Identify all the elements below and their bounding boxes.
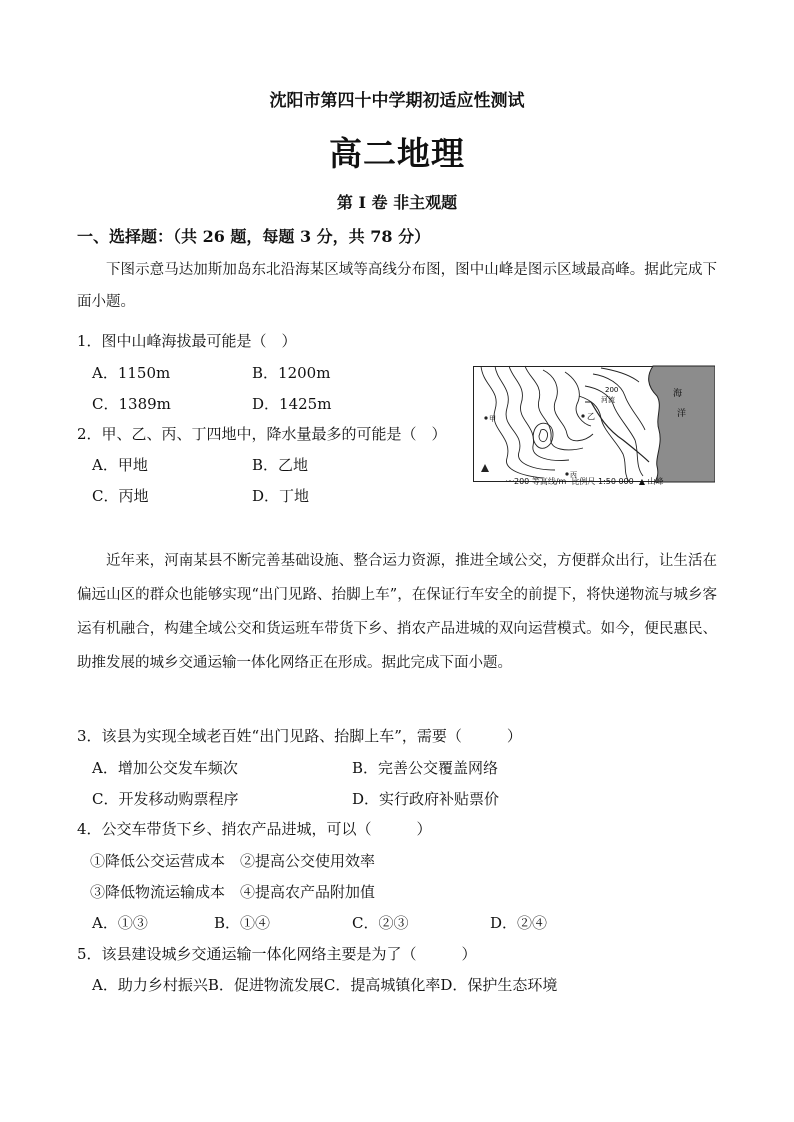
subject-title: 高二地理 <box>329 134 465 173</box>
river-label: 河流 <box>601 396 615 404</box>
question-1-option-c[interactable]: C．1389m <box>92 395 171 413</box>
passage-1: 下图示意马达加斯加岛东北沿海某区域等高线分布图，图中山峰是图示区域最高峰。据此完成下面小题。 <box>77 262 717 310</box>
contour-legend-label: 等高线/m <box>531 477 567 486</box>
map-legend <box>506 476 664 487</box>
point-bing-label: 丙 <box>570 471 577 479</box>
question-2-option-b[interactable]: B．乙地 <box>252 456 309 474</box>
question-1-option-b[interactable]: B．1200m <box>252 364 331 382</box>
question-4-items-1: ①降低公交运营成本 ②提高公交使用效率 <box>90 852 376 870</box>
ocean-area <box>649 366 715 482</box>
point-yi-label: 乙 <box>587 412 595 421</box>
question-4-option-b[interactable]: B．①④ <box>214 914 271 932</box>
point-jia <box>484 416 487 419</box>
question-4-stem: 4．公交车带货下乡、捎农产品进城，可以（ ） <box>77 820 432 838</box>
volume-title: 第 I 卷 非主观题 <box>336 193 458 212</box>
scale-label: 比例尺 1:50 000 <box>571 477 634 486</box>
peak-legend-icon: ▲ <box>638 477 645 486</box>
contour-map <box>473 356 715 492</box>
peak-legend-label: 山峰 <box>647 477 664 486</box>
question-2-option-a[interactable]: A．甲地 <box>92 456 148 474</box>
question-4-option-d[interactable]: D．②④ <box>490 914 548 932</box>
question-2-stem: 2．甲、乙、丙、丁四地中，降水量最多的可能是（ ） <box>77 425 447 443</box>
question-5-options[interactable]: A．助力乡村振兴B．促进物流发展C．提高城镇化率D．保护生态环境 <box>92 976 558 994</box>
question-4-option-c[interactable]: C．②③ <box>352 914 409 932</box>
question-3-option-a[interactable]: A．增加公交发车频次 <box>92 759 238 777</box>
question-1-option-d[interactable]: D．1425m <box>252 395 332 413</box>
ocean-label-1: 海 <box>673 389 683 399</box>
question-3-option-b[interactable]: B．完善公交覆盖网络 <box>352 759 499 777</box>
question-3-stem: 3．该县为实现全域老百姓“出门见路、抬脚上车”，需要（ ） <box>77 727 522 745</box>
question-2-option-d[interactable]: D．丁地 <box>252 487 310 505</box>
point-ding-label: 丁 <box>643 407 650 414</box>
question-3-option-d[interactable]: D．实行政府补贴票价 <box>352 790 500 808</box>
point-yi <box>581 414 584 417</box>
section-title: 一、选择题：（共 26 题，每题 3 分，共 78 分） <box>77 227 431 246</box>
question-1-option-a[interactable]: A．1150m <box>92 364 171 382</box>
contour-legend-icon: 〰 <box>506 477 514 486</box>
contour-legend-sample: 200 <box>514 477 530 486</box>
point-jia-label: 甲 <box>489 415 496 423</box>
question-3-option-c[interactable]: C．开发移动购票程序 <box>92 790 239 808</box>
passage-2: 近年来，河南某县不断完善基础设施、整合运力资源，推进全域公交，方便群众出行，让生活在偏远山区的群众也能够实现“出门见路、抬脚上车”，在保证行车安全的前提下，将快递物流与城乡客运有机融合，构建全域公交和货运班车带货下乡、捎农产品进城的双向运营模式。如今，便民惠民、助推发展的城乡交通运输一体化网络正在形成。据此完成下面小题。 <box>77 553 717 671</box>
question-4-items-2: ③降低物流运输成本 ④提高农产品附加值 <box>90 883 376 901</box>
question-2-option-c[interactable]: C．丙地 <box>92 487 149 505</box>
contour-200-label: 200 <box>605 386 619 394</box>
question-1-stem: 1．图中山峰海拔最可能是（ ） <box>77 332 297 350</box>
school-title: 沈阳市第四十中学期初适应性测试 <box>269 91 525 111</box>
ocean-label-2: 洋 <box>677 409 687 419</box>
question-5-stem: 5．该县建设城乡交通运输一体化网络主要是为了（ ） <box>77 945 477 963</box>
question-4-option-a[interactable]: A．①③ <box>92 914 148 932</box>
